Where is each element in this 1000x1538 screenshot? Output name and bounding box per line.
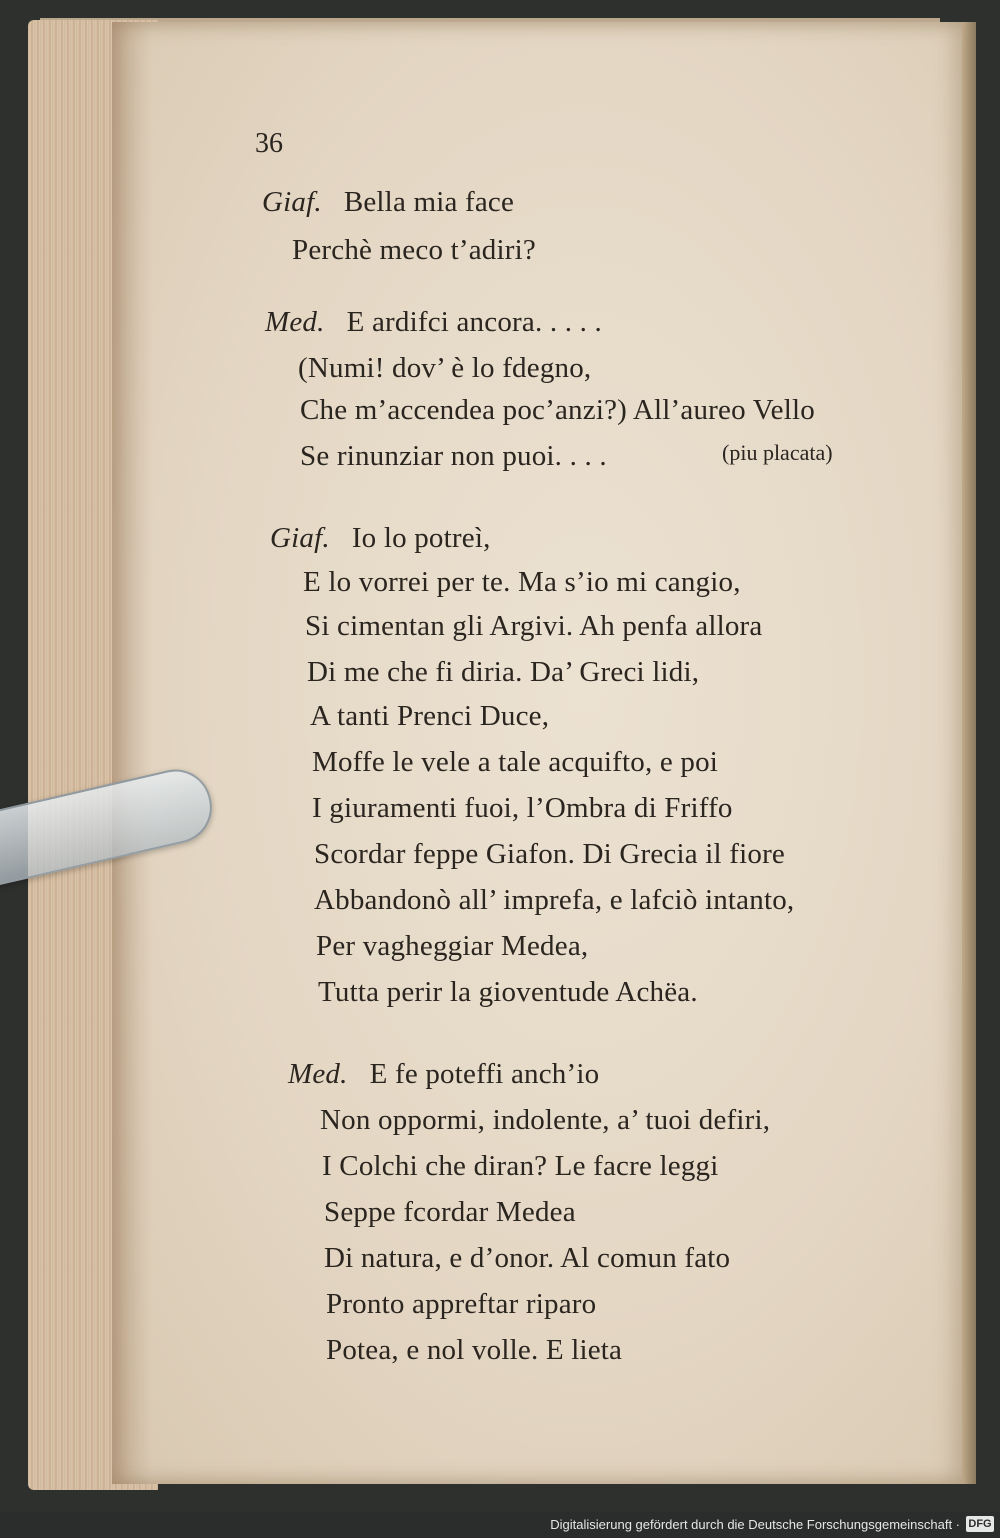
speaker-label: Giaf. xyxy=(270,522,330,554)
dfg-logo: DFG xyxy=(966,1516,994,1532)
verse-text: Bella mia face xyxy=(343,186,515,218)
page-number: 36 xyxy=(255,128,283,159)
verse-line: Pronto appreftar riparo xyxy=(326,1288,597,1320)
speaker-label: Med. xyxy=(288,1058,348,1090)
verse-line: Per vagheggiar Medea, xyxy=(316,930,589,962)
verse-line: A tanti Prenci Duce, xyxy=(310,700,550,732)
verse-text: Io lo potreì, xyxy=(351,522,491,554)
verse-line: (Numi! dov’ è lo fdegno, xyxy=(298,352,592,384)
speech-line xyxy=(265,306,602,339)
verse-line: Abbandonò all’ imprefa, e lafciò intanto, xyxy=(314,884,795,916)
verse-line: Di me che fi diria. Da’ Greci lidi, xyxy=(307,656,700,688)
verse-text: E fe poteffi anch’io xyxy=(369,1058,600,1090)
verse-line: Non oppormi, indolente, a’ tuoi defiri, xyxy=(320,1104,771,1136)
verse-line: Potea, e nol volle. E lieta xyxy=(326,1334,623,1366)
speech-line xyxy=(288,1058,599,1091)
gutter-shadow xyxy=(112,22,152,1484)
verse-line: I Colchi che diran? Le facre leggi xyxy=(322,1150,719,1182)
verse-line: Tutta perir la gioventude Achëa. xyxy=(318,976,698,1008)
verse-line: Perchè meco t’adiri? xyxy=(292,234,536,266)
stage-direction: (piu placata) xyxy=(722,440,833,465)
verse-line: I giuramenti fuoi, l’Ombra di Friffo xyxy=(312,792,733,824)
speech-line xyxy=(262,186,514,219)
verse-line: Di natura, e d’onor. Al comun fato xyxy=(324,1242,731,1274)
speaker-label: Giaf. xyxy=(262,186,322,218)
speaker-label: Med. xyxy=(265,306,325,338)
footer-credit: Digitalisierung gefördert durch die Deutsche Forschungsgemeinschaft · xyxy=(550,1517,960,1532)
verse-line: Si cimentan gli Argivi. Ah penfa allora xyxy=(305,610,763,642)
verse-line: Che m’accendea poc’anzi?) All’aureo Vello xyxy=(300,394,815,426)
speech-line xyxy=(270,522,491,555)
verse-line: Se rinunziar non puoi. . . . xyxy=(300,440,607,472)
verse-line: Scordar feppe Giafon. Di Grecia il fiore xyxy=(314,838,785,870)
verse-line: Moffe le vele a tale acquifto, e poi xyxy=(312,746,719,778)
page-right-edge xyxy=(962,22,976,1484)
verse-text: E ardifci ancora. . . . . xyxy=(346,306,603,338)
verse-line: Seppe fcordar Medea xyxy=(324,1196,576,1228)
verse-line: E lo vorrei per te. Ma s’io mi cangio, xyxy=(303,566,741,598)
